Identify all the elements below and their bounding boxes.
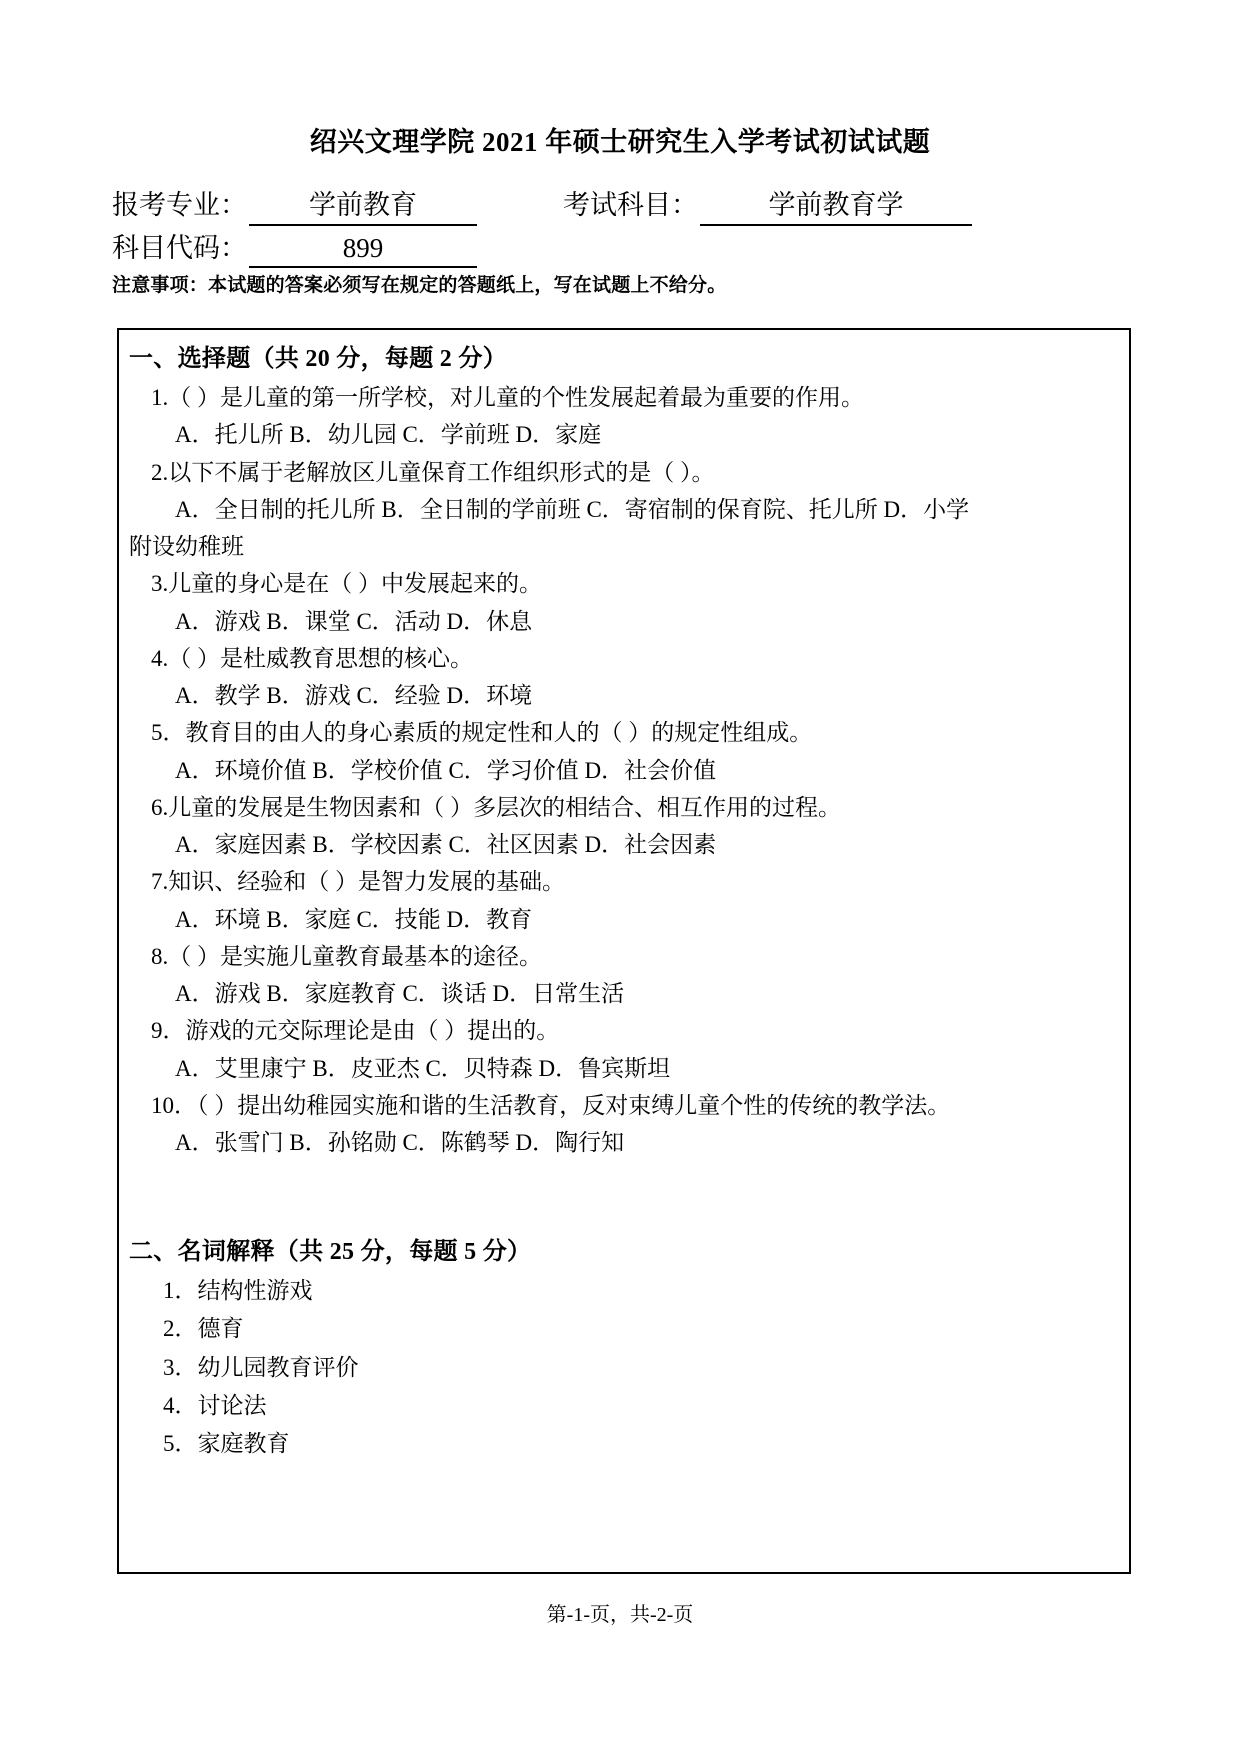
term-item: 3．幼儿园教育评价	[163, 1354, 359, 1380]
question-stem: 6.儿童的发展是生物因素和（ ）多层次的相结合、相互作用的过程。	[151, 794, 841, 820]
question-stem: 8.（ ）是实施儿童教育最基本的途径。	[151, 943, 542, 969]
subject-label: 考试科目：	[563, 190, 698, 220]
question-options: A．托儿所 B．幼儿园 C．学前班 D．家庭	[175, 422, 602, 448]
section-heading-terms: 二、名词解释（共 25 分，每题 5 分）	[129, 1239, 532, 1266]
page-title: 绍兴文理学院 2021 年硕士研究生入学考试初试试题	[309, 127, 931, 157]
question-options: A．环境 B．家庭 C．技能 D．教育	[175, 906, 533, 932]
question-options: A．家庭因素 B．学校因素 C．社区因素 D．社会因素	[175, 832, 717, 857]
exam-content-box	[117, 328, 1131, 1574]
question-options: A．游戏 B．家庭教育 C．谈话 D．日常生活	[175, 981, 625, 1006]
page-footer: 第-1-页，共-2-页	[546, 1604, 694, 1626]
question-options: A．教学 B．游戏 C．经验 D．环境	[175, 683, 533, 708]
term-item: 4．讨论法	[163, 1392, 267, 1418]
question-stem: 10．（ ）提出幼稚园实施和谐的生活教育，反对束缚儿童个性的传统的教学法。	[151, 1092, 951, 1118]
major-label: 报考专业：	[112, 190, 247, 220]
question-options-wrap: 附设幼稚班	[129, 534, 244, 559]
meta-row-major-subject	[112, 183, 1142, 226]
section-spacer	[129, 1161, 1115, 1227]
question-stem: 5．教育目的由人的身心素质的规定性和人的（ ）的规定性组成。	[151, 720, 813, 746]
code-label: 科目代码：	[112, 233, 247, 263]
section-heading-choice: 一、选择题（共 20 分，每题 2 分）	[129, 346, 507, 372]
question-stem: 1.（ ）是儿童的第一所学校，对儿童的个性发展起着最为重要的作用。	[151, 385, 864, 410]
question-options: A．环境价值 B．学校价值 C．学习价值 D．社会价值	[175, 757, 717, 783]
question-options: A．全日制的托儿所 B．全日制的学前班 C．寄宿制的保育院、托儿所 D．小学	[175, 496, 970, 522]
term-item: 1．结构性游戏	[163, 1278, 313, 1304]
subject-value: 学前教育学	[700, 183, 972, 226]
question-options: A．艾里康宁 B．皮亚杰 C．贝特森 D．鲁宾斯坦	[175, 1055, 671, 1081]
question-options: A．游戏 B．课堂 C．活动 D．休息	[175, 608, 533, 634]
term-item: 2．德育	[163, 1316, 244, 1342]
question-stem: 4.（ ）是杜威教育思想的核心。	[151, 645, 473, 671]
meta-row-code	[112, 226, 1142, 268]
question-stem: 3.儿童的身心是在（ ）中发展起来的。	[151, 571, 542, 597]
question-stem: 2.以下不属于老解放区儿童保育工作组织形式的是（ ）。	[151, 459, 715, 485]
code-value: 899	[249, 233, 477, 268]
question-options: A．张雪门 B．孙铭勋 C．陈鹤琴 D．陶行知	[175, 1130, 625, 1155]
question-stem: 9．游戏的元交际理论是由（ ）提出的。	[151, 1018, 560, 1044]
notice-text: 注意事项：本试题的答案必须写在规定的答题纸上，写在试题上不给分。	[112, 275, 727, 296]
question-stem: 7.知识、经验和（ ）是智力发展的基础。	[151, 869, 565, 895]
major-value: 学前教育	[249, 183, 477, 226]
term-item: 5．家庭教育	[163, 1430, 290, 1456]
